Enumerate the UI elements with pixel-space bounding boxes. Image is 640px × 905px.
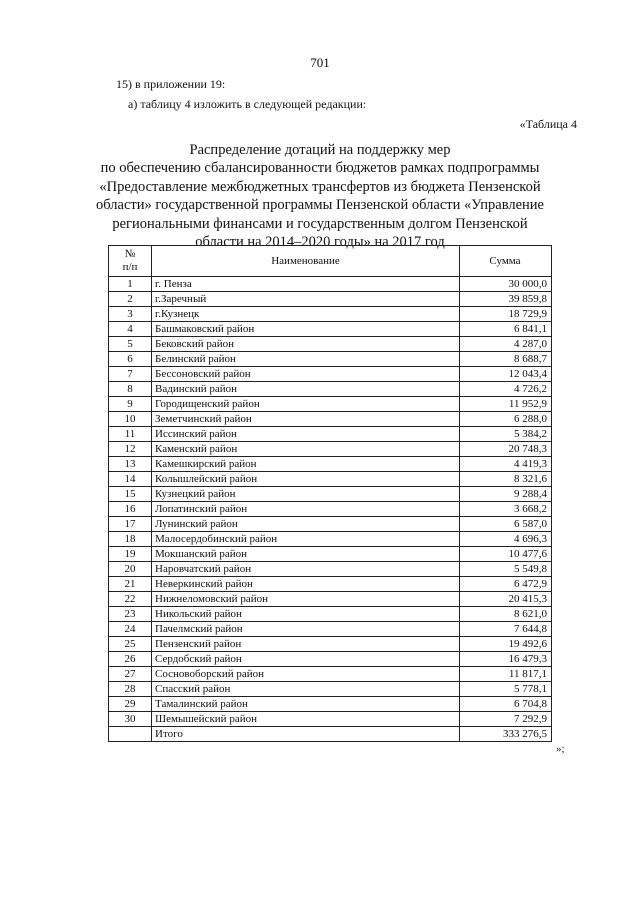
row-number: 25 — [109, 637, 152, 652]
table-row — [109, 682, 552, 697]
row-name: г.Кузнецк — [152, 307, 460, 322]
row-name: Мокшанский район — [152, 547, 460, 562]
row-number: 5 — [109, 337, 152, 352]
table-row — [109, 472, 552, 487]
table-row — [109, 532, 552, 547]
total-row — [109, 727, 552, 742]
row-name: Тамалинский район — [152, 697, 460, 712]
row-name: Шемышейский район — [152, 712, 460, 727]
table-row — [109, 352, 552, 367]
row-name: Бессоновский район — [152, 367, 460, 382]
amendment-item: 15) в приложении 19: — [116, 77, 226, 91]
table-row — [109, 487, 552, 502]
total-name: Итого — [152, 727, 460, 742]
row-number: 18 — [109, 532, 152, 547]
row-number: 9 — [109, 397, 152, 412]
table-row — [109, 592, 552, 607]
table-row — [109, 577, 552, 592]
row-number: 2 — [109, 292, 152, 307]
row-sum: 19 492,6 — [460, 637, 552, 652]
table-row — [109, 382, 552, 397]
row-name: Пачелмский район — [152, 622, 460, 637]
row-sum: 5 549,8 — [460, 562, 552, 577]
row-sum: 16 479,3 — [460, 652, 552, 667]
row-sum: 7 644,8 — [460, 622, 552, 637]
row-name: Каменский район — [152, 442, 460, 457]
row-number: 7 — [109, 367, 152, 382]
row-sum: 18 729,9 — [460, 307, 552, 322]
row-number: 21 — [109, 577, 152, 592]
table-row — [109, 622, 552, 637]
header-number — [109, 246, 152, 277]
row-number: 27 — [109, 667, 152, 682]
row-number: 4 — [109, 322, 152, 337]
row-sum: 9 288,4 — [460, 487, 552, 502]
row-sum: 30 000,0 — [460, 277, 552, 292]
total-sum: 333 276,5 — [460, 727, 552, 742]
row-number: 13 — [109, 457, 152, 472]
table-row — [109, 457, 552, 472]
table-row — [109, 427, 552, 442]
closing-quote-mark: »; — [556, 743, 565, 755]
row-number: 26 — [109, 652, 152, 667]
row-sum: 4 287,0 — [460, 337, 552, 352]
title-line: области на 2014–2020 годы» на 2017 год — [195, 234, 445, 251]
table-row — [109, 412, 552, 427]
row-sum: 8 688,7 — [460, 352, 552, 367]
row-name: г. Пенза — [152, 277, 460, 292]
row-name: Земетчинский район — [152, 412, 460, 427]
title-line: Распределение дотаций на поддержку мер — [189, 142, 451, 158]
row-number: 22 — [109, 592, 152, 607]
table-row — [109, 697, 552, 712]
title-line: региональными финансами и государственным долгом Пензенской — [112, 215, 528, 232]
row-number: 14 — [109, 472, 152, 487]
row-number: 11 — [109, 427, 152, 442]
row-sum: 6 288,0 — [460, 412, 552, 427]
row-name: Лопатинский район — [152, 502, 460, 517]
table-row — [109, 322, 552, 337]
table-row — [109, 337, 552, 352]
row-number: 6 — [109, 352, 152, 367]
row-name: Бековский район — [152, 337, 460, 352]
row-name: Колышлейский район — [152, 472, 460, 487]
table-row — [109, 502, 552, 517]
row-number: 30 — [109, 712, 152, 727]
table-label: «Таблица 4 — [519, 117, 577, 131]
row-sum: 12 043,4 — [460, 367, 552, 382]
amendment-subitem: а) таблицу 4 изложить в следующей редакции: — [128, 97, 367, 111]
row-sum: 7 292,9 — [460, 712, 552, 727]
table-row — [109, 292, 552, 307]
row-name: Лунинский район — [152, 517, 460, 532]
row-sum: 5 778,1 — [460, 682, 552, 697]
table-body — [109, 277, 552, 742]
row-number: 3 — [109, 307, 152, 322]
row-number: 28 — [109, 682, 152, 697]
table-row — [109, 547, 552, 562]
row-number: 1 — [109, 277, 152, 292]
table-row — [109, 307, 552, 322]
table-row — [109, 277, 552, 292]
row-number: 8 — [109, 382, 152, 397]
row-name: Камешкирский район — [152, 457, 460, 472]
row-number: 10 — [109, 412, 152, 427]
row-number: 17 — [109, 517, 152, 532]
row-name: Белинский район — [152, 352, 460, 367]
row-name: Неверкинский район — [152, 577, 460, 592]
row-number: 20 — [109, 562, 152, 577]
row-name: Сердобский район — [152, 652, 460, 667]
row-sum: 6 841,1 — [460, 322, 552, 337]
header-number-line1: № — [124, 248, 136, 260]
row-number: 23 — [109, 607, 152, 622]
row-sum: 4 726,2 — [460, 382, 552, 397]
row-sum: 6 704,8 — [460, 697, 552, 712]
total-num — [109, 727, 152, 742]
header-sum: Сумма — [460, 246, 552, 277]
table-row — [109, 712, 552, 727]
row-sum: 8 621,0 — [460, 607, 552, 622]
row-name: Никольский район — [152, 607, 460, 622]
row-name: Спасский район — [152, 682, 460, 697]
table-header-row — [109, 246, 552, 277]
table-row — [109, 652, 552, 667]
row-sum: 4 419,3 — [460, 457, 552, 472]
title-line: по обеспечению сбалансированности бюджетов рамках подпрограммы — [100, 160, 540, 177]
table-row — [109, 607, 552, 622]
row-name: Нижнеломовский район — [152, 592, 460, 607]
row-number: 15 — [109, 487, 152, 502]
row-name: Пензенский район — [152, 637, 460, 652]
header-number-line2: п/п — [122, 261, 138, 273]
table-row — [109, 517, 552, 532]
row-name: Наровчатский район — [152, 562, 460, 577]
row-name: Башмаковский район — [152, 322, 460, 337]
row-number: 29 — [109, 697, 152, 712]
row-sum: 20 415,3 — [460, 592, 552, 607]
table-row — [109, 637, 552, 652]
distribution-table — [108, 245, 552, 742]
row-sum: 20 748,3 — [460, 442, 552, 457]
row-sum: 3 668,2 — [460, 502, 552, 517]
table-row — [109, 442, 552, 457]
row-name: Городищенский район — [152, 397, 460, 412]
row-number: 16 — [109, 502, 152, 517]
row-sum: 11 952,9 — [460, 397, 552, 412]
table-row — [109, 367, 552, 382]
row-number: 19 — [109, 547, 152, 562]
document-title — [70, 141, 570, 251]
row-number: 24 — [109, 622, 152, 637]
row-name: Сосновоборский район — [152, 667, 460, 682]
title-line: «Предоставление межбюджетных трансфертов из бюджета Пензенской — [99, 178, 541, 195]
row-sum: 8 321,6 — [460, 472, 552, 487]
table-row — [109, 562, 552, 577]
row-number: 12 — [109, 442, 152, 457]
row-sum: 10 477,6 — [460, 547, 552, 562]
row-name: Малосердобинский район — [152, 532, 460, 547]
row-sum: 6 587,0 — [460, 517, 552, 532]
title-line: области» государственной программы Пензенской области «Управление — [96, 197, 544, 214]
page-number: 701 — [310, 55, 330, 70]
row-name: г.Заречный — [152, 292, 460, 307]
header-name: Наименование — [152, 246, 460, 277]
row-sum: 5 384,2 — [460, 427, 552, 442]
table-row — [109, 667, 552, 682]
row-name: Вадинский район — [152, 382, 460, 397]
row-name: Кузнецкий район — [152, 487, 460, 502]
row-name: Иссинский район — [152, 427, 460, 442]
row-sum: 4 696,3 — [460, 532, 552, 547]
row-sum: 6 472,9 — [460, 577, 552, 592]
row-sum: 11 817,1 — [460, 667, 552, 682]
row-sum: 39 859,8 — [460, 292, 552, 307]
table-row — [109, 397, 552, 412]
